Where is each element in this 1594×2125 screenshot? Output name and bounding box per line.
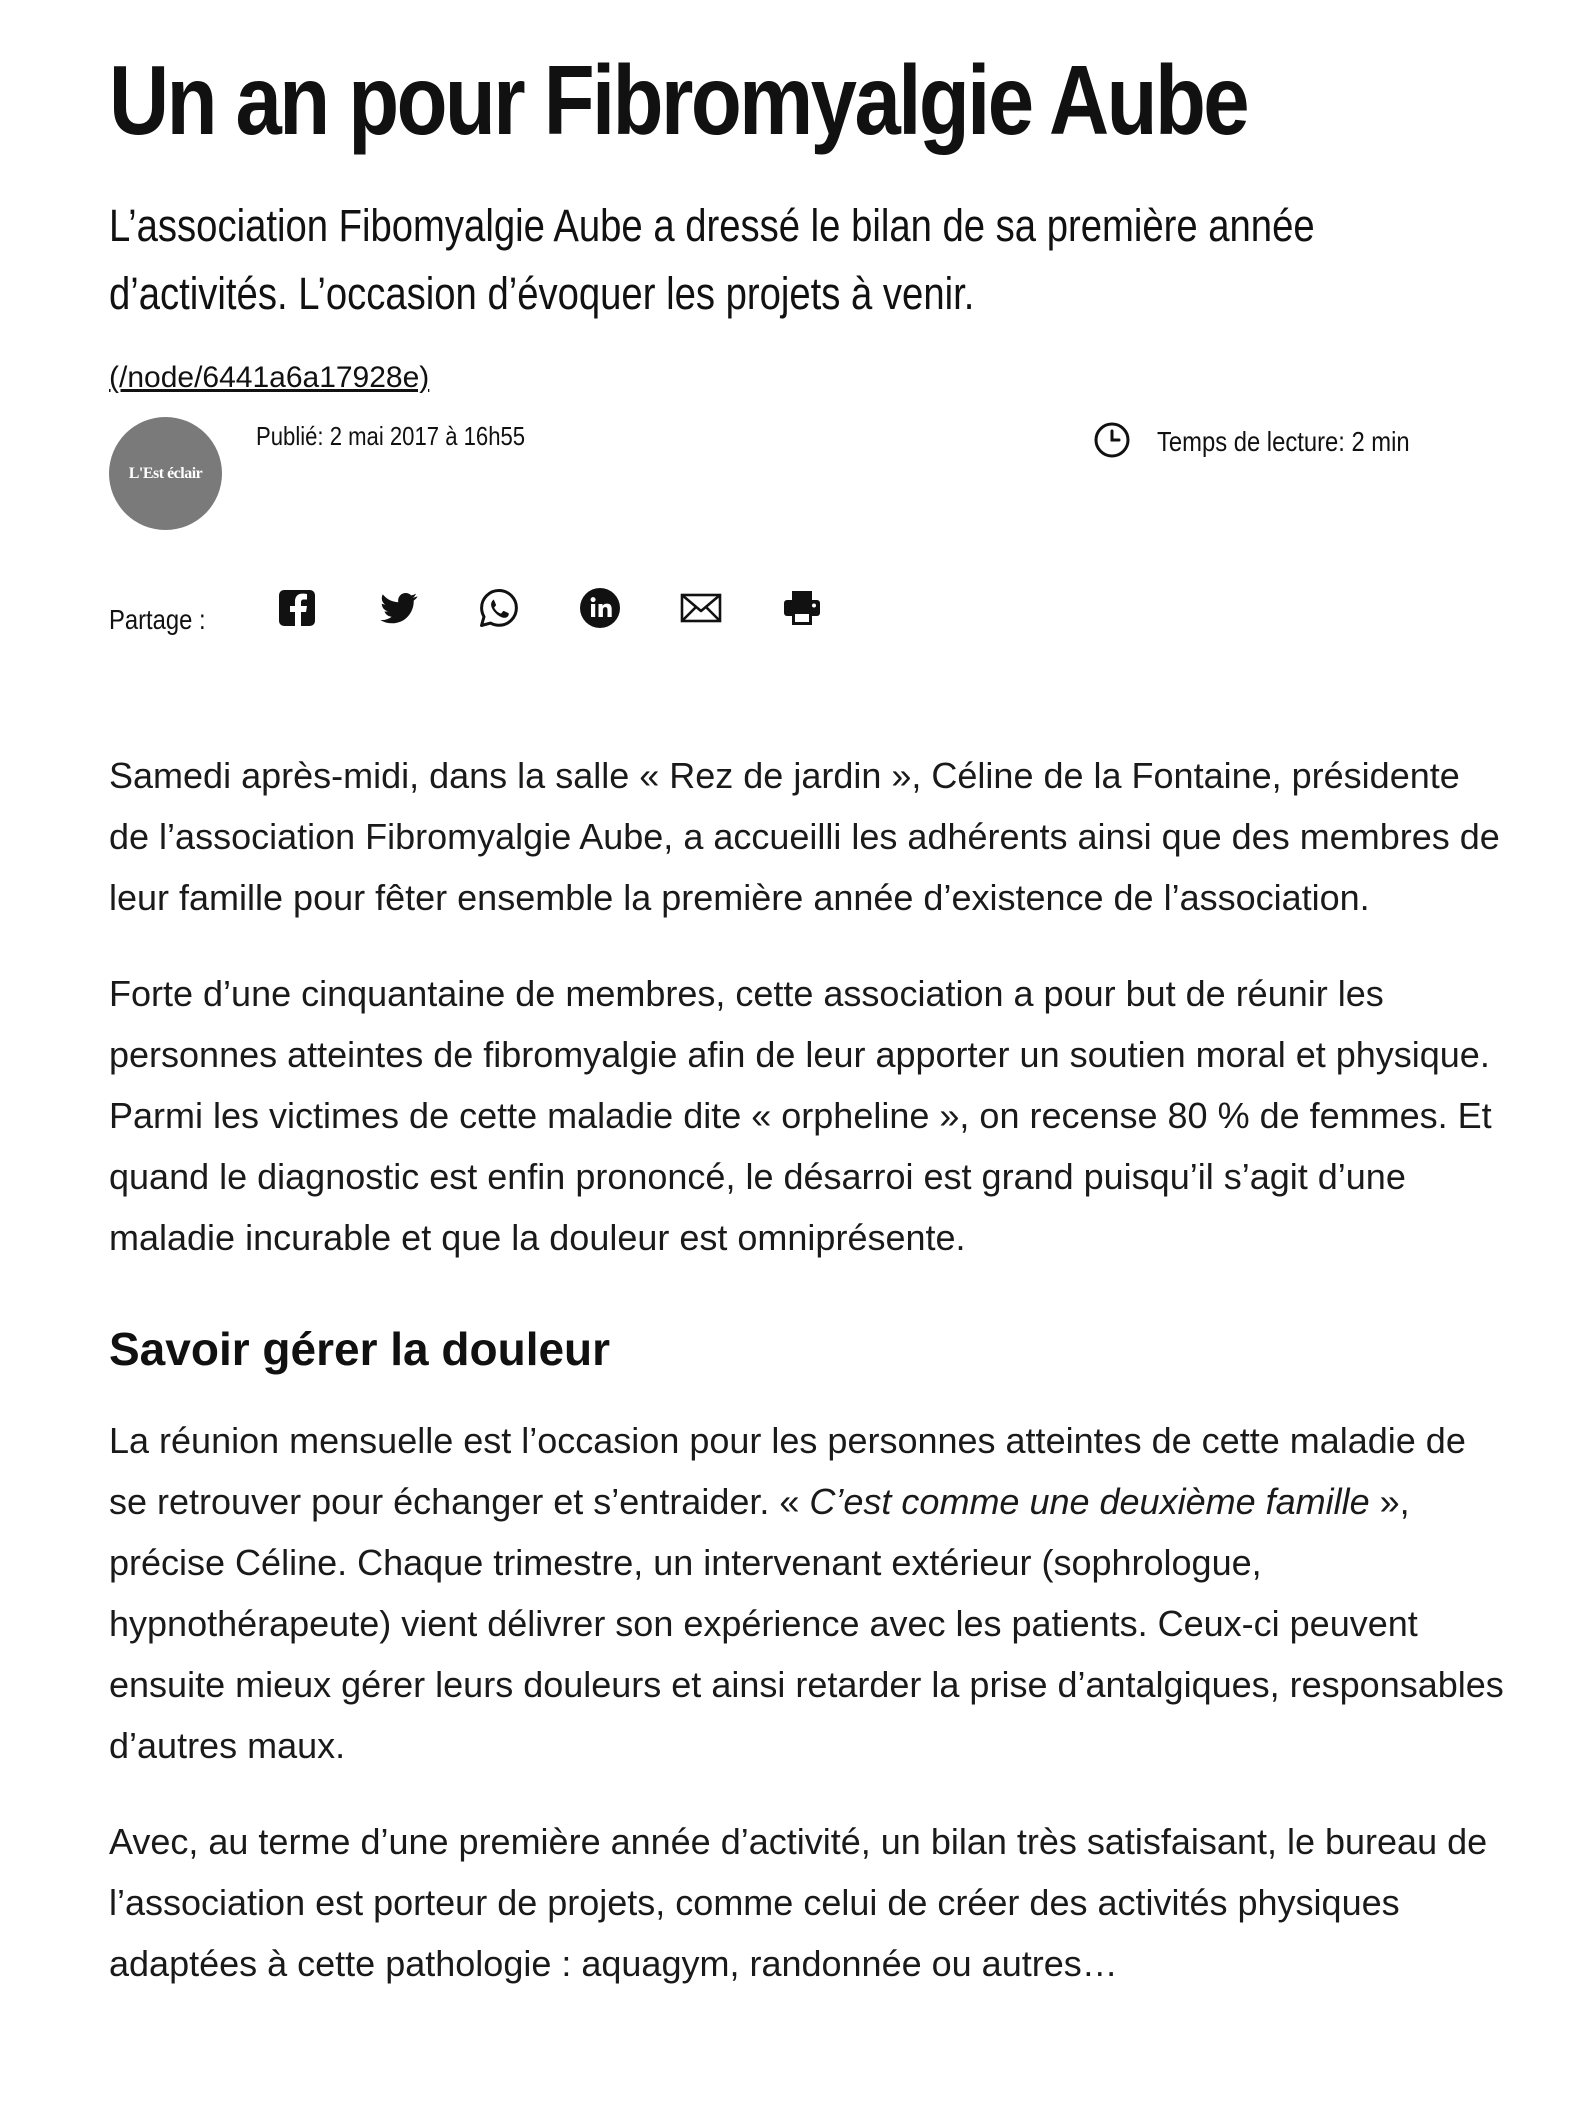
paragraph-3-quote: C’est comme une deuxième famille [809,1481,1370,1522]
print-icon[interactable] [779,585,825,631]
section-heading: Savoir gérer la douleur [109,1323,611,1375]
share-label: Partage : [109,604,206,635]
clock-icon [1093,421,1131,459]
reading-time: Temps de lecture: 2 min [1157,426,1410,457]
paragraph-1: Samedi après-midi, dans la salle « Rez de jardin », Céline de la Fontaine, présidente de l’association Fibromyalgie Aube, a accueilli les adhérents ainsi que des membres de leur famille pour fêter ensemble la première année d’existence de l’association. [109,755,1500,918]
article-subtitle: L’association Fibomyalgie Aube a dressé le bilan de sa première année d’activités. L’occasion d’évoquer les projets à venir. [109,200,1315,319]
twitter-icon[interactable] [375,585,421,631]
whatsapp-icon[interactable] [476,585,522,631]
linkedin-icon[interactable] [577,585,623,631]
facebook-icon[interactable] [274,585,320,631]
published-date: Publié: 2 mai 2017 à 16h55 [256,421,526,451]
author-logo-text: L'Est éclair [128,464,203,482]
paragraph-4: Avec, au terme d’une première année d’activité, un bilan très satisfaisant, le bureau de l’association est porteur de projets, comme celui de créer des activités physiques adaptées à cette pathologie : aquagym, randonnée ou autres… [109,1821,1488,1984]
article-title: Un an pour Fibromyalgie Aube [109,45,1248,155]
paragraph-2: Forte d’une cinquantaine de membres, cette association a pour but de réunir les personnes atteintes de fibromyalgie afin de leur apporter un soutien moral et physique. Parmi les victimes de cette maladie dite « orpheline », on recense 80 % de femmes. Et quand le diagnostic est enfin prononcé, le désarroi est grand puisqu’il s’agit d’une maladie incurable et que la douleur est omniprésente. [109,973,1492,1258]
paragraph-3-part-1: La réunion mensuelle est l’occasion pour les personnes atteintes de cette maladie de se retrouver pour échanger et s’entraider. « [109,1420,1466,1522]
node-link[interactable]: (/node/6441a6a17928e) [109,361,430,394]
email-icon[interactable] [678,585,724,631]
author-avatar[interactable] [109,417,222,530]
article-body [109,745,1509,2029]
paragraph-3 [109,1410,1509,1776]
paragraph-3-part-2: », précise Céline. Chaque trimestre, un intervenant extérieur (sophrologue, hypnothérapeute) vient délivrer son expérience avec les patients. Ceux-ci peuvent ensuite mieux gérer leurs douleurs et ainsi retarder la prise d’antalgiques, responsables d’autres maux. [109,1481,1504,1766]
